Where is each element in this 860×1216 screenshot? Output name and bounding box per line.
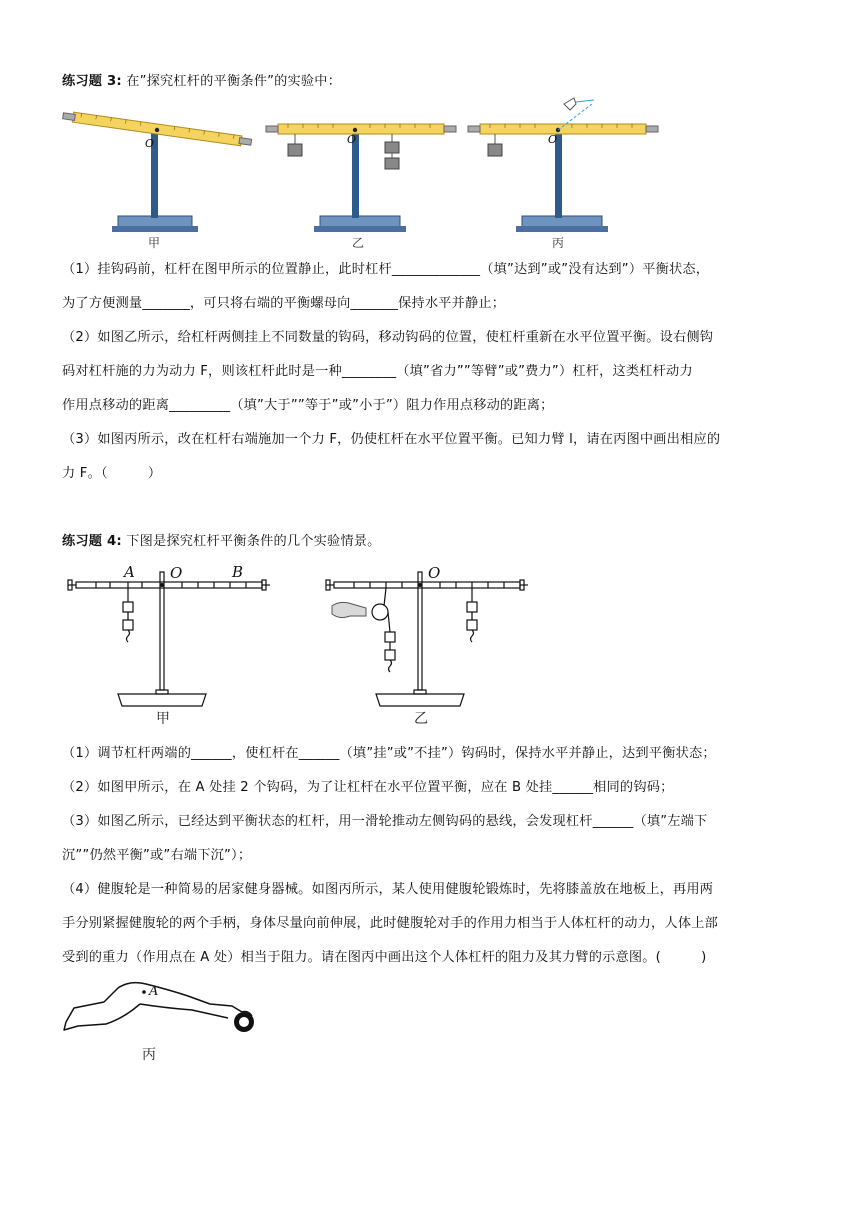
ex3-bing-caption: 丙 — [552, 236, 565, 250]
ex4-q1: （1）调节杠杆两端的______，使杠杆在______（填”挂”或”不挂”）钩码时，保持水平并静止，达到平衡状态； — [62, 746, 716, 761]
ex3-q2-line2: 码对杠杆施的力为动力 F，则该杠杆此时是一种________（填”省力””等臂”或”费力”）杠杆，这类杠杆动力 — [62, 364, 693, 379]
ex4-bing-point-a: A — [149, 984, 159, 999]
ex3-heading-text: 在”探究杠杆的平衡条件”的实验中： — [121, 74, 342, 89]
ex4-figure-jia — [62, 566, 272, 716]
ex4-jia-pivot-label: O — [170, 564, 183, 582]
ex4-bing-caption: 丙 — [142, 1047, 156, 1063]
ex3-yi-pivot-label: O — [347, 133, 357, 146]
ex4-jia-point-b: B — [232, 563, 244, 581]
ex3-figure-yi — [262, 110, 462, 240]
ex4-jia-point-a: A — [124, 563, 135, 581]
ex4-q4-line3: 受到的重力（作用点在 A 处）相当于阻力。请在图丙中画出这个人体杠杆的阻力及其力臂的示意图。( ) — [62, 950, 707, 965]
ex3-figure-jia — [60, 110, 260, 240]
ex4-jia-caption: 甲 — [156, 711, 170, 727]
ex4-q4-line1: （4）健腹轮是一种简易的居家健身器械。如图丙所示，某人使用健腹轮锻炼时，先将膝盖放在地板上，再用两 — [62, 882, 714, 897]
ex4-heading-number: 练习题 4: — [62, 534, 122, 549]
ex3-yi-caption: 乙 — [352, 236, 365, 250]
ex4-yi-pivot-label: O — [428, 564, 441, 582]
ex3-figure-bing — [466, 96, 666, 240]
ex3-heading — [62, 72, 802, 92]
ex3-q1-line2: 为了方便测量_______，可只将右端的平衡螺母向_______保持水平并静止； — [62, 296, 506, 311]
ex3-q1-line1: （1）挂钩码前，杠杆在图甲所示的位置静止，此时杠杆_____________（填”达到”或”没有达到”）平衡状态， — [62, 262, 710, 277]
ex4-heading — [62, 532, 802, 552]
ex3-jia-caption: 甲 — [148, 236, 161, 250]
ex4-heading-text: 下图是探究杠杆平衡条件的几个实验情景。 — [121, 534, 381, 549]
ex4-figure-yi — [320, 566, 540, 716]
ex3-bing-pivot-label: O — [548, 133, 558, 146]
ex4-q3-line1: （3）如图乙所示，已经达到平衡状态的杠杆，用一滑轮推动左侧钩码的悬线，会发现杠杆______（填”左端下 — [62, 814, 708, 829]
ex4-q4-line2: 手分别紧握健腹轮的两个手柄，身体尽量向前伸展，此时健腹轮对手的作用力相当于人体杠杆的动力，人体上部 — [62, 916, 718, 931]
ex3-q3-line2: 力 F。（ ） — [62, 466, 162, 481]
ex4-yi-caption: 乙 — [414, 711, 428, 727]
ex3-q2-line1: （2）如图乙所示，给杠杆两侧挂上不同数量的钩码，移动钩码的位置，使杠杆重新在水平位置平衡。设右侧钩 — [62, 330, 714, 345]
ex4-q3-line2: 沉””仍然平衡”或”右端下沉”）； — [62, 848, 252, 863]
ex4-figure-bing-person — [60, 978, 270, 1048]
ex4-q2: （2）如图甲所示，在 A 处挂 2 个钩码，为了让杠杆在水平位置平衡，应在 B 处挂______相同的钩码； — [62, 780, 674, 795]
ex3-heading-number: 练习题 3: — [62, 74, 122, 89]
ex3-q3-line1: （3）如图丙所示，改在杠杆右端施加一个力 F，仍使杠杆在水平位置平衡。已知力臂 l，请在丙图中画出相应的 — [62, 432, 721, 447]
ex3-jia-pivot-label: O — [145, 137, 155, 150]
ex3-q2-line3: 作用点移动的距离_________（填”大于””等于”或”小于”）阻力作用点移动的距离； — [62, 398, 554, 413]
